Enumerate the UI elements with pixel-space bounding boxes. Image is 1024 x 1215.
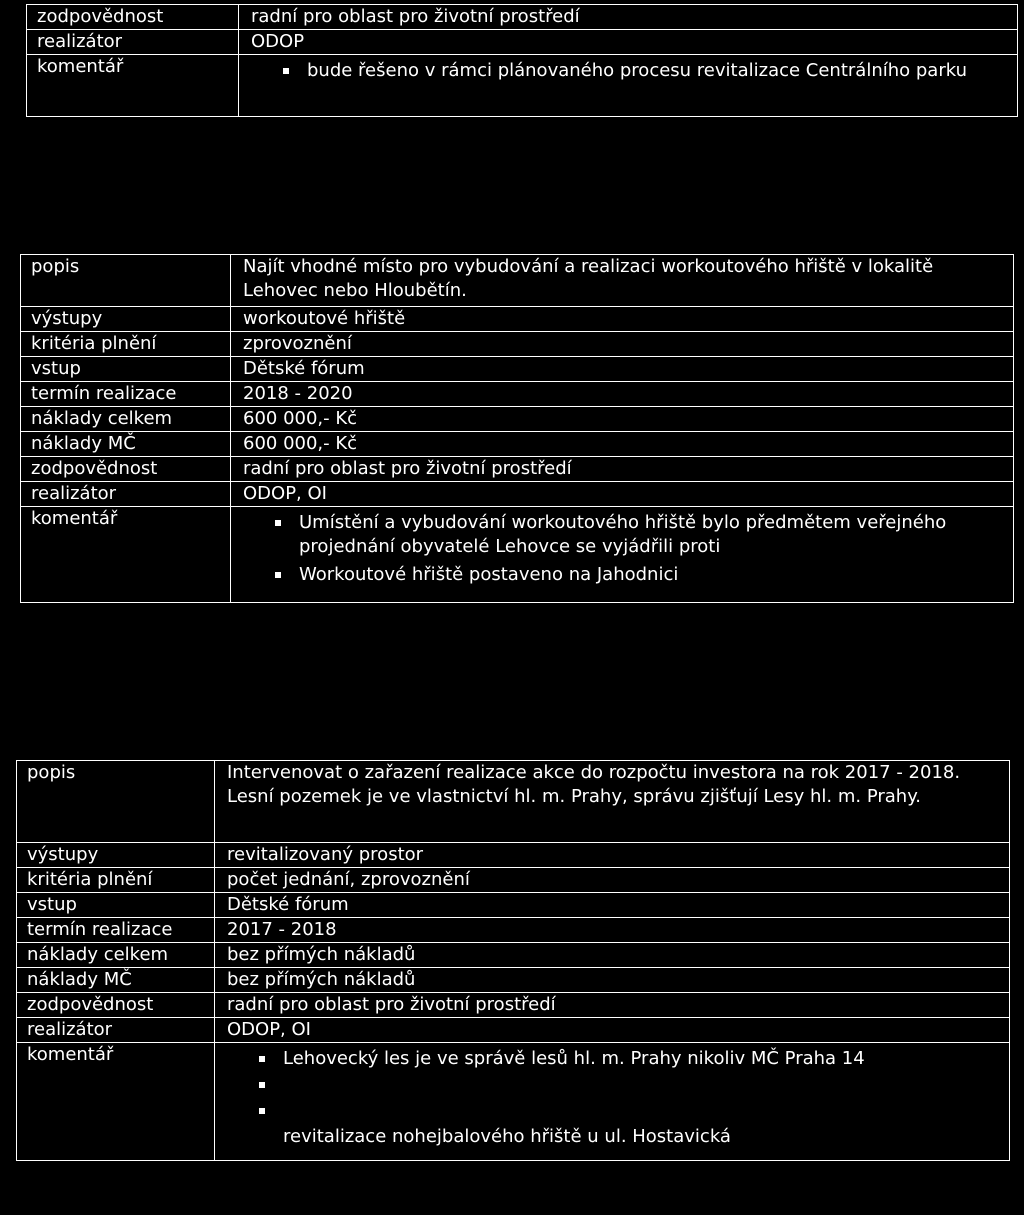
row-label: výstupy xyxy=(21,307,231,332)
row-label: náklady celkem xyxy=(17,943,215,968)
list-item: Workoutové hřiště postaveno na Jahodnici xyxy=(263,563,1013,587)
table-row xyxy=(27,30,1018,55)
row-label: realizátor xyxy=(27,30,239,55)
table-row xyxy=(17,943,1010,968)
table-row xyxy=(21,307,1014,332)
row-label: zodpovědnost xyxy=(21,457,231,482)
row-value: 600 000,- Kč xyxy=(231,432,1014,457)
table-row xyxy=(17,968,1010,993)
table-row xyxy=(17,868,1010,893)
table-row xyxy=(21,357,1014,382)
row-value: workoutové hřiště xyxy=(231,307,1014,332)
table-row xyxy=(27,5,1018,30)
row-label: zodpovědnost xyxy=(27,5,239,30)
bullet-icon xyxy=(275,572,281,578)
row-value: ODOP xyxy=(239,30,1018,55)
row-value: Dětské fórum xyxy=(215,893,1010,918)
list-item xyxy=(247,1099,1009,1123)
table-row xyxy=(17,843,1010,868)
row-value: ODOP, OI xyxy=(231,482,1014,507)
row-value: radní pro oblast pro životní prostředí xyxy=(215,993,1010,1018)
row-label: termín realizace xyxy=(17,918,215,943)
comment-tail-text: revitalizace nohejbalového hřiště u ul. Hostavická xyxy=(283,1126,731,1147)
table-row xyxy=(27,55,1018,117)
row-label: popis xyxy=(17,761,215,843)
row-value: 600 000,- Kč xyxy=(231,407,1014,432)
row-value: radní pro oblast pro životní prostředí xyxy=(231,457,1014,482)
row-value: Intervenovat o zařazení realizace akce do rozpočtu investora na rok 2017 - 2018. Lesní pozemek je ve vlastnictví hl. m. Prahy, správu zjišťují Lesy hl. m. Prahy. xyxy=(215,761,1010,843)
row-label: realizátor xyxy=(17,1018,215,1043)
row-value: radní pro oblast pro životní prostředí xyxy=(239,5,1018,30)
bullet-icon xyxy=(259,1108,265,1114)
table-row xyxy=(21,507,1014,603)
bullet-icon xyxy=(283,68,289,74)
row-value: Najít vhodné místo pro vybudování a realizaci workoutového hřiště v lokalitě Lehovec nebo Hloubětín. xyxy=(231,255,1014,307)
row-value: 2017 - 2018 xyxy=(215,918,1010,943)
comment-cell xyxy=(231,507,1014,603)
row-value: revitalizovaný prostor xyxy=(215,843,1010,868)
table-row xyxy=(21,407,1014,432)
list-item xyxy=(247,1073,1009,1097)
row-label: náklady MČ xyxy=(21,432,231,457)
table-row xyxy=(17,918,1010,943)
row-value: bez přímých nákladů xyxy=(215,968,1010,993)
row-label: kritéria plnění xyxy=(17,868,215,893)
row-label: náklady MČ xyxy=(17,968,215,993)
table-row xyxy=(21,457,1014,482)
table-row xyxy=(17,1018,1010,1043)
bullet-icon xyxy=(259,1082,265,1088)
row-value: ODOP, OI xyxy=(215,1018,1010,1043)
row-label: výstupy xyxy=(17,843,215,868)
table-row xyxy=(21,332,1014,357)
row-label: kritéria plnění xyxy=(21,332,231,357)
table-row xyxy=(21,432,1014,457)
comment-label: komentář xyxy=(27,55,239,117)
list-item: Umístění a vybudování workoutového hřiště bylo předmětem veřejného projednání obyvatelé Lehovce se vyjádřili proti xyxy=(263,511,1013,559)
comment-cell xyxy=(215,1043,1010,1161)
row-value: zprovoznění xyxy=(231,332,1014,357)
project-table-1 xyxy=(26,4,1018,117)
bullet-icon xyxy=(275,520,281,526)
table-row xyxy=(17,893,1010,918)
project-table-3 xyxy=(16,760,1010,1161)
row-value: 2018 - 2020 xyxy=(231,382,1014,407)
project-table-2 xyxy=(20,254,1014,603)
row-label: realizátor xyxy=(21,482,231,507)
row-label: termín realizace xyxy=(21,382,231,407)
list-item: bude řešeno v rámci plánovaného procesu revitalizace Centrálního parku xyxy=(271,59,1017,83)
row-value: Dětské fórum xyxy=(231,357,1014,382)
bullet-icon xyxy=(259,1056,265,1062)
comment-label: komentář xyxy=(17,1043,215,1161)
row-label: náklady celkem xyxy=(21,407,231,432)
row-label: popis xyxy=(21,255,231,307)
row-label: vstup xyxy=(17,893,215,918)
table-row xyxy=(17,993,1010,1018)
row-value: bez přímých nákladů xyxy=(215,943,1010,968)
table-row xyxy=(21,382,1014,407)
table-row xyxy=(17,761,1010,843)
table-row xyxy=(17,1043,1010,1161)
row-value: počet jednání, zprovoznění xyxy=(215,868,1010,893)
table-row xyxy=(21,255,1014,307)
row-label: vstup xyxy=(21,357,231,382)
table-row xyxy=(21,482,1014,507)
comment-cell xyxy=(239,55,1018,117)
row-label: zodpovědnost xyxy=(17,993,215,1018)
list-item: Lehovecký les je ve správě lesů hl. m. Prahy nikoliv MČ Praha 14 xyxy=(247,1047,1009,1071)
comment-label: komentář xyxy=(21,507,231,603)
